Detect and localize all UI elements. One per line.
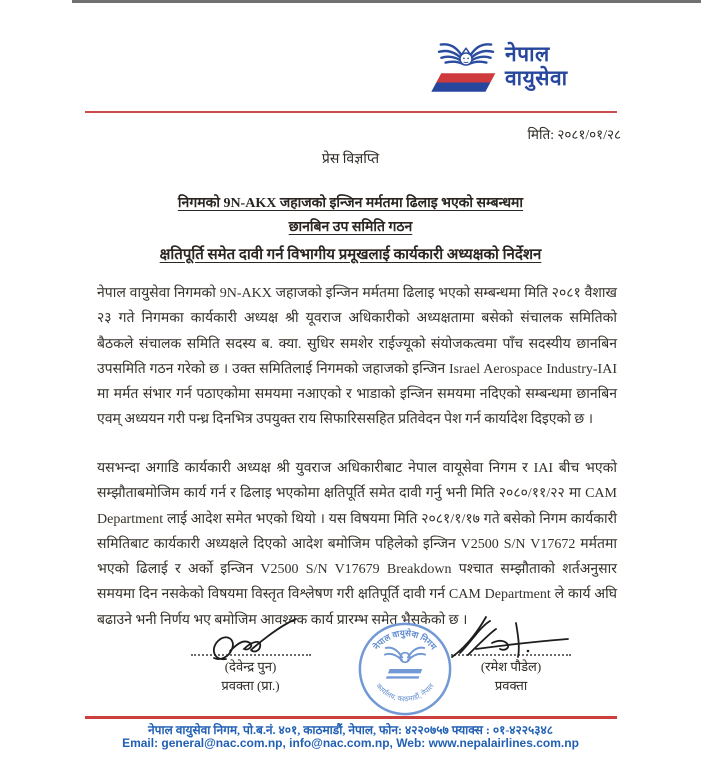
- signatory-title-right: प्रवक्ता: [494, 678, 528, 693]
- footer-contact-line: Email: general@nac.com.np, info@nac.com.np, Web: www.nepalairlines.com.np: [122, 736, 579, 750]
- nepal-airlines-flag-icon: [430, 72, 496, 93]
- stamp-emblem-icon: [385, 648, 425, 679]
- signatory-name-left: (देवेन्द्र पुन): [224, 659, 277, 674]
- press-release-label: प्रेस विज्ञप्ति: [321, 152, 380, 167]
- logo-wordmark: [505, 42, 568, 90]
- signature-block-left: [178, 617, 323, 696]
- signature-block-right: [436, 613, 586, 696]
- footer-divider-line: [85, 716, 617, 719]
- subject-heading-line1: निगमको 9N-AKX जहाजको इन्जिन मर्मतमा ढिलाइ भएको सम्बन्धमा: [177, 196, 524, 211]
- signature-scribble-left-icon: [196, 617, 306, 663]
- signatory-name-right: (रमेश पौडेल): [480, 659, 542, 674]
- header-divider-line: [85, 111, 617, 113]
- footer-address-line: नेपाल वायुसेवा निगम, पो.ब.नं. ४०१, काठमाडौं, नेपाल, फोन: ४२२०७५७ फ्याक्स : ०१-४२२५३४८: [148, 723, 553, 737]
- signatory-title-left: प्रवक्ता (प्रा.): [221, 678, 280, 693]
- logo-wordmark-line1: नेपाल: [505, 42, 550, 66]
- signature-dotted-line-left: [191, 654, 311, 656]
- scan-artifact-top-edge: [72, 0, 701, 3]
- svg-text:कार्यालय, काठमाडौं, नेपाल: [374, 682, 435, 703]
- directive-heading: क्षतिपूर्ति समेत दावी गर्न विभागीय प्रमूखलाई कार्यकारी अध्यक्षको निर्देशन: [159, 247, 542, 263]
- nepal-airlines-wings-icon: [436, 38, 496, 74]
- body-paragraph-1: नेपाल वायुसेवा निगमको 9N-AKX जहाजको इन्जिन मर्मतमा ढिलाइ भएको सम्बन्धमा मिति २०८१ वैशाख २३ गते निगमका कार्यकारी अध्यक्ष श्री यूवराज अधिकारीको अध्यक्षतामा बसेको संचालक समितिको बैठकले संचालक समिति सदस्य ब. क्या. सुधिर समशेर राईज्यूको संयोजकत्वमा पाँच सदस्यीय छानबिन उपसमिति गठन गरेको छ । उक्त समितिलाई निगमको जहाजको इन्जिन Israel Aerospace Industry-IAI मा मर्मत संभार गर्न पठाएकोमा समयमा नआएको र भाडाको इन्जिन समयमा नदिएको सम्बन्धमा छानबिन एवम् अध्ययन गरी पन्ध्र दिनभित्र उपयुक्त राय सिफारिससहित प्रतिवेदन पेश गर्न कार्यादेश दिइएको छ ।: [97, 286, 617, 428]
- stamp-top-text: नेपाल वायुसेवा निगम: [371, 627, 439, 652]
- body-paragraph-2: यसभन्दा अगाडि कार्यकारी अध्यक्ष श्री युवराज अधिकारीबाट नेपाल वायूसेवा निगम र IAI बीच भएको सम्झौताबमोजिम कार्य गर्न र ढिलाइ भएकोमा क्षतिपूर्ति समेत दावी गर्नु भनी मिति २०८०/११/२२ मा CAM Department लाई आदेश समेत भएको थियो । यस विषयमा मिति २०८१/१/१७ गते बसेको निगम कार्यकारी समितिबाट कार्यकारी अध्यक्षले दिएको आदेश बमोजिम पहिलेको इन्जिन V2500 S/N V17672 मर्मतमा भएको ढिलाई र अर्को इन्जिन V2500 S/N V17679 Breakdown पश्चात सम्झौताको शर्तअनुसार समयमा दिन नसकेको विषयमा विस्तृत विश्लेषण गरी क्षतिपूर्ति दावी गर्न CAM Department ले कार्य अघि बढाउने भनी निर्णय भए बमोजिम आवश्यक कार्य प्रारम्भ समेत भैसकेको छ ।: [97, 461, 617, 628]
- logo-wordmark-line2: वायुसेवा: [505, 66, 568, 90]
- stamp-bottom-text: कार्यालय, काठमाडौं, नेपाल: [374, 682, 436, 704]
- subject-heading-line2: छानबिन उप समिति गठन: [288, 220, 413, 235]
- document-date: मिति: २०८१/०१/२८: [527, 127, 621, 142]
